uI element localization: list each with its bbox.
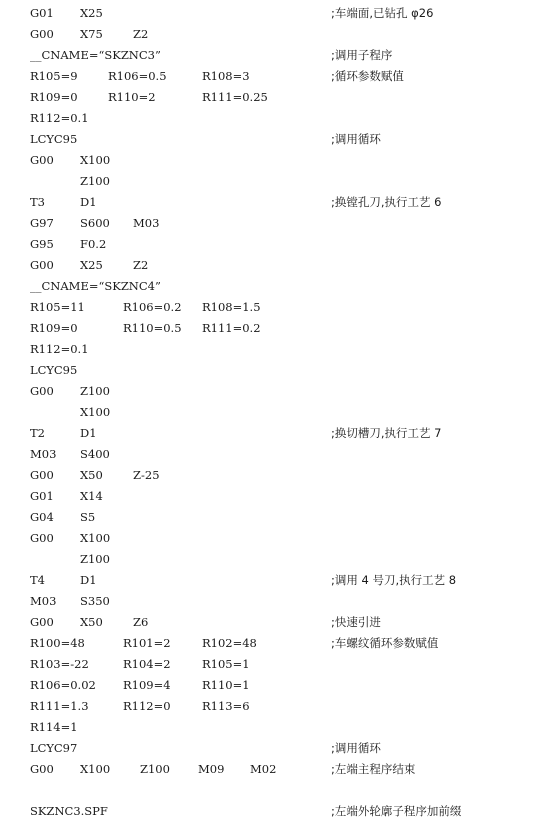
program-token: __CNAME=“SKZNC4” [30,279,161,293]
program-line [0,339,543,359]
program-token: R112=0.1 [30,342,89,356]
program-token: S350 [80,594,110,608]
program-token: X50 [80,468,103,482]
program-line [0,276,543,296]
program-line [0,24,543,44]
program-comment: ;调用循环 [331,741,381,755]
program-token: R106=0.02 [30,678,96,692]
program-comment: ;车螺纹循环参数赋值 [331,636,439,650]
program-token: LCYC97 [30,741,78,755]
program-token: M09 [198,762,225,776]
program-token: SKZNC3.SPF [30,804,108,818]
program-line [0,528,543,548]
program-token: D1 [80,426,97,440]
program-token: X14 [80,489,103,503]
program-token: X50 [80,615,103,629]
program-token: G00 [30,153,54,167]
program-token: R105=1 [202,657,250,671]
program-comment: ;调用循环 [331,132,381,146]
program-token: T2 [30,426,45,440]
program-token: G04 [30,510,54,524]
program-line [0,549,543,569]
program-line [0,465,543,485]
program-token: R109=4 [123,678,171,692]
program-token: M03 [30,594,57,608]
program-token: R110=1 [202,678,250,692]
program-token: T4 [30,573,45,587]
program-line [0,213,543,233]
program-line [0,633,543,653]
program-line [0,696,543,716]
program-comment: ;循环参数赋值 [331,69,404,83]
program-token: X75 [80,27,103,41]
program-line [0,129,543,149]
program-token: M02 [250,762,277,776]
program-token: D1 [80,195,97,209]
program-token: X100 [80,153,111,167]
program-line [0,717,543,737]
program-line [0,171,543,191]
program-token: R111=0.2 [202,321,261,335]
program-token: D1 [80,573,97,587]
program-token: G00 [30,258,54,272]
program-token: R110=2 [108,90,156,104]
program-token: R112=0 [123,699,171,713]
program-token: R109=0 [30,321,78,335]
program-line [0,234,543,254]
program-token: Z2 [133,27,149,41]
program-line [0,423,543,443]
program-token: G01 [30,6,54,20]
program-token: R101=2 [123,636,171,650]
program-token: R106=0.2 [123,300,182,314]
program-line [0,780,543,800]
program-line [0,87,543,107]
program-comment: ;左端主程序结束 [331,762,416,776]
program-token: G97 [30,216,54,230]
program-comment: ;调用子程序 [331,48,393,62]
program-line [0,3,543,23]
program-token: R109=0 [30,90,78,104]
program-token: R114=1 [30,720,78,734]
program-token: Z100 [140,762,170,776]
program-token: G00 [30,531,54,545]
program-token: Z-25 [133,468,160,482]
program-comment: ;车端面,已钻孔 φ26 [331,6,434,20]
program-line [0,444,543,464]
program-line [0,738,543,758]
program-line [0,591,543,611]
program-comment: ;左端外轮廓子程序加前缀 [331,804,462,818]
program-line [0,66,543,86]
program-comment: ;换切槽刀,执行工艺 7 [331,426,442,440]
program-line [0,675,543,695]
program-line [0,381,543,401]
program-token: Z100 [80,384,110,398]
program-token: R110=0.5 [123,321,182,335]
program-comment: ;换镗孔刀,执行工艺 6 [331,195,442,209]
program-token: G00 [30,384,54,398]
program-token: R106=0.5 [108,69,167,83]
program-token: T3 [30,195,45,209]
program-line [0,297,543,317]
program-line [0,507,543,527]
program-token: S600 [80,216,110,230]
program-line [0,360,543,380]
program-token: LCYC95 [30,132,78,146]
program-line [0,318,543,338]
program-comment: ;快速引进 [331,615,381,629]
program-token: X100 [80,405,111,419]
program-token: G00 [30,615,54,629]
program-token: R103=-22 [30,657,89,671]
program-token: F0.2 [80,237,107,251]
program-line [0,402,543,422]
program-token: S5 [80,510,96,524]
program-line [0,654,543,674]
program-token: Z6 [133,615,149,629]
program-token: R111=0.25 [202,90,268,104]
program-line [0,45,543,65]
program-token: __CNAME=“SKZNC3” [30,48,161,62]
program-token: M03 [30,447,57,461]
program-token: LCYC95 [30,363,78,377]
program-token: X100 [80,531,111,545]
program-line [0,612,543,632]
program-token: S400 [80,447,110,461]
program-line [0,150,543,170]
program-token: R105=9 [30,69,78,83]
program-line [0,801,543,821]
program-line [0,255,543,275]
program-token: R105=11 [30,300,85,314]
program-line [0,108,543,128]
program-token: R111=1.3 [30,699,89,713]
program-token: R108=3 [202,69,250,83]
program-token: R102=48 [202,636,257,650]
program-line [0,570,543,590]
program-token: M03 [133,216,160,230]
program-token: G01 [30,489,54,503]
program-token: X100 [80,762,111,776]
program-token: Z100 [80,174,110,188]
program-line [0,486,543,506]
program-token: G00 [30,762,54,776]
program-token: G00 [30,27,54,41]
program-token: R108=1.5 [202,300,261,314]
program-token: Z2 [133,258,149,272]
program-comment: ;调用 4 号刀,执行工艺 8 [331,573,457,587]
program-token: R113=6 [202,699,250,713]
program-token: X25 [80,6,103,20]
program-token: R100=48 [30,636,85,650]
program-token: G00 [30,468,54,482]
program-token: G95 [30,237,54,251]
program-line [0,759,543,779]
program-token: Z100 [80,552,110,566]
program-token: R104=2 [123,657,171,671]
program-token: X25 [80,258,103,272]
program-token: R112=0.1 [30,111,89,125]
program-line [0,192,543,212]
